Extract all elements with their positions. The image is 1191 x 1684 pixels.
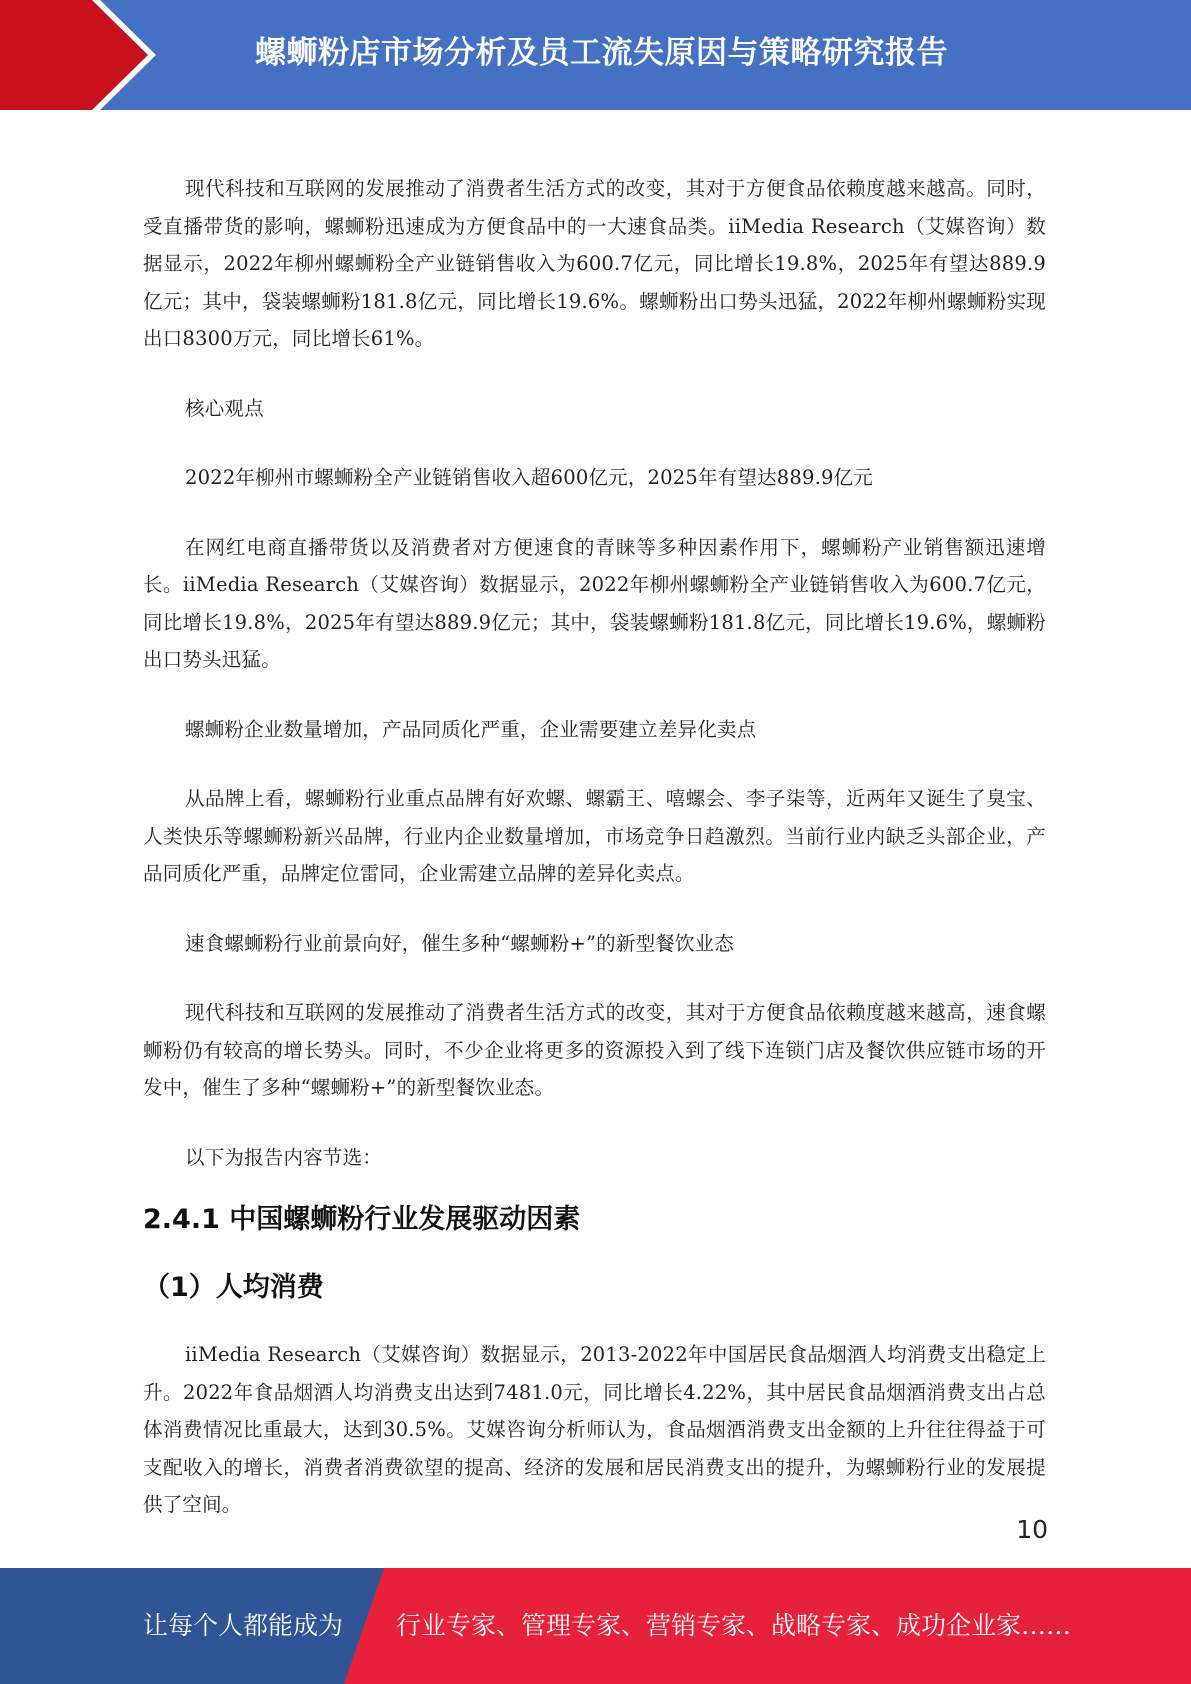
excerpt-intro: 以下为报告内容节选：: [185, 1145, 383, 1169]
page-number: 10: [1016, 1515, 1048, 1544]
core-viewpoint-label: 核心观点: [185, 396, 264, 420]
point1-title: 2022年柳州市螺蛳粉全产业链销售收入超600亿元，2025年有望达889.9亿元: [185, 466, 873, 489]
report-title: 螺蛳粉店市场分析及员工流失原因与策略研究报告: [255, 35, 948, 71]
page-content: [143, 170, 1046, 1524]
subsection-heading: （1）人均消费: [143, 1272, 324, 1303]
point2-title: 螺蛳粉企业数量增加，产品同质化严重，企业需要建立差异化卖点: [185, 717, 757, 741]
point2-text: 从品牌上看，螺蛳粉行业重点品牌有好欢螺、螺霸王、嘻螺会、李子柒等，近两年又诞生了臭宝、人类快乐等螺蛳粉新兴品牌，行业内企业数量增加，市场竞争日趋激烈。当前行业内缺乏头部企业，产品同质化严重，品牌定位雷同，企业需建立品牌的差异化卖点。: [143, 787, 1046, 885]
page-header: [0, 0, 1191, 110]
page-footer: [0, 1568, 1191, 1684]
section-heading: 2.4.1 中国螺蛳粉行业发展驱动因素: [143, 1204, 581, 1235]
consumption-paragraph: iiMedia Research（艾媒咨询）数据显示，2013-2022年中国居民食品烟酒人均消费支出稳定上升。2022年食品烟酒人均消费支出达到7481.0元，同比增长4.22%，其中居民食品烟酒消费支出占总体消费情况比重最大，达到30.5%。艾媒咨询分析师认为，食品烟酒消费支出金额的上升往往得益于可支配收入的增长，消费者消费欲望的提高、经济的发展和居民消费支出的提升，为螺蛳粉行业的发展提供了空间。: [143, 1343, 1046, 1516]
point3-text: 现代科技和互联网的发展推动了消费者生活方式的改变，其对于方便食品依赖度越来越高，速食螺蛳粉仍有较高的增长势头。同时，不少企业将更多的资源投入到了线下连锁门店及餐饮供应链市场的开发中，催生了多种“螺蛳粉+”的新型餐饮业态。: [143, 1001, 1046, 1099]
point1-text: 在网红电商直播带货以及消费者对方便速食的青睐等多种因素作用下，螺蛳粉产业销售额迅速增长。iiMedia Research（艾媒咨询）数据显示，2022年柳州螺蛳粉全产业链销售收入为600.7亿元，同比增长19.8%，2025年有望达889.9亿元；其中，袋装螺蛳粉181.8亿元，同比增长19.6%，螺蛳粉出口势头迅猛。: [143, 535, 1046, 671]
footer-slogan-right: 行业专家、管理专家、营销专家、战略专家、成功企业家……: [396, 1611, 1072, 1640]
point3-title: 速食螺蛳粉行业前景向好，催生多种“螺蛳粉+”的新型餐饮业态: [185, 931, 735, 955]
footer-slogan-left: 让每个人都能成为: [143, 1611, 344, 1640]
intro-paragraph: 现代科技和互联网的发展推动了消费者生活方式的改变，其对于方便食品依赖度越来越高。同时，受直播带货的影响，螺蛳粉迅速成为方便食品中的一大速食品类。iiMedia Research（艾媒咨询）数据显示，2022年柳州螺蛳粉全产业链销售收入为600.7亿元，同比增长19.8%，2025年有望达889.9亿元；其中，袋装螺蛳粉181.8亿元，同比增长19.6%。螺蛳粉出口势头迅猛，2022年柳州螺蛳粉实现出口8300万元，同比增长61%。: [143, 177, 1046, 350]
